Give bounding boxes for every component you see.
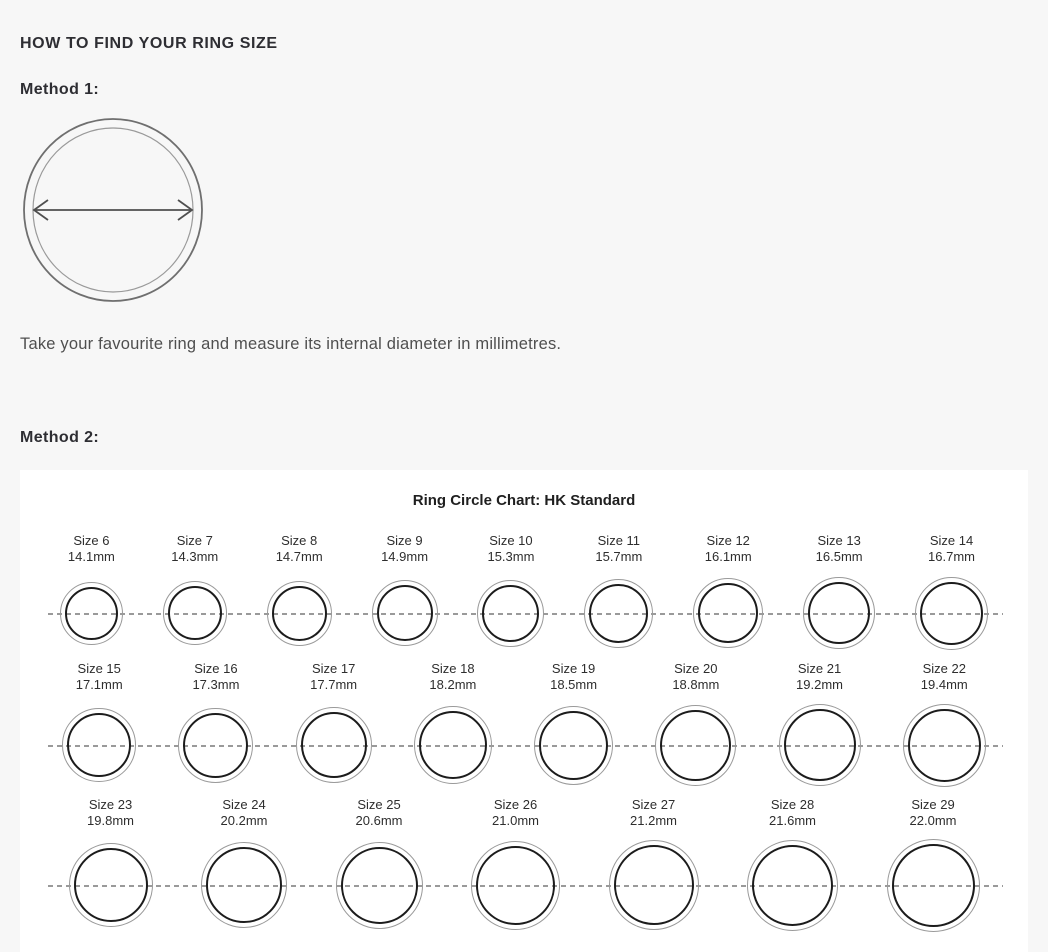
ring-inner-circle <box>908 709 981 782</box>
ring-inner-circle <box>419 711 487 779</box>
ring-size-label: Size 28 <box>770 797 815 812</box>
ring-inner-circle <box>614 845 694 925</box>
ring-size-cell <box>779 661 861 791</box>
ring-circle-area <box>163 571 227 655</box>
ring-size-label: Size 20 <box>674 661 718 676</box>
ring-circle-area <box>903 699 986 791</box>
ring-circle-area <box>60 571 123 655</box>
ring-size-label: Size 16 <box>194 661 238 676</box>
ring-diameter-label: 20.6mm <box>355 813 403 828</box>
ring-circle-area <box>201 835 287 935</box>
ring-size-cell <box>336 797 423 935</box>
ring-diameter-label: 21.6mm <box>769 813 816 828</box>
ring-size-labels <box>87 797 134 829</box>
ring-size-label: Size 17 <box>311 661 356 676</box>
ring-diameter-label: 18.5mm <box>550 677 598 692</box>
ring-size-label: Size 26 <box>493 797 538 812</box>
ring-size-labels <box>921 661 968 693</box>
ring-circle-area <box>887 835 980 935</box>
ring-size-labels <box>68 533 115 565</box>
ring-size-cell <box>655 661 736 791</box>
ring-size-cell <box>903 661 986 791</box>
ring-diameter-label: 15.3mm <box>487 549 535 564</box>
ring-inner-circle <box>482 585 539 642</box>
ring-outer-circle <box>477 580 544 647</box>
ring-size-label: Size 24 <box>222 797 266 812</box>
ring-size-labels <box>76 661 123 693</box>
ring-circle-area <box>779 699 861 791</box>
ring-size-labels <box>816 533 863 565</box>
ring-diameter-label: 16.7mm <box>928 549 975 564</box>
ring-circle-area <box>372 571 438 655</box>
ring-outer-circle <box>60 582 123 645</box>
ring-size-cell <box>693 533 763 655</box>
ring-size-label: Size 13 <box>817 533 861 548</box>
ring-circle-area <box>693 571 763 655</box>
ring-outer-circle <box>903 704 986 787</box>
ring-size-cell <box>178 661 253 791</box>
ring-size-cell <box>414 661 492 791</box>
ring-size-labels <box>356 797 403 829</box>
ring-size-label: Size 12 <box>706 533 750 548</box>
ring-circle-area <box>69 835 153 935</box>
ring-size-labels <box>928 533 975 565</box>
ring-diameter-label: 21.0mm <box>492 813 539 828</box>
ring-size-label: Size 10 <box>489 533 533 548</box>
ring-diameter-label: 16.5mm <box>815 549 863 564</box>
ring-size-label: Size 7 <box>176 533 213 548</box>
ring-inner-circle <box>892 844 975 927</box>
ring-circle-area <box>62 699 136 791</box>
ring-outer-circle <box>693 578 763 648</box>
ring-diameter-label: 17.1mm <box>75 677 123 692</box>
page-title: HOW TO FIND YOUR RING SIZE <box>20 35 278 52</box>
method1-heading: Method 1: <box>20 81 100 98</box>
ring-outer-circle <box>163 581 227 645</box>
ring-circle-area <box>414 699 492 791</box>
ring-size-cell <box>584 533 653 655</box>
ring-size-labels <box>492 797 539 829</box>
ring-diameter-label: 15.7mm <box>595 549 643 564</box>
ring-diameter-label: 16.1mm <box>704 549 752 564</box>
ring-size-labels <box>769 797 816 829</box>
ring-outer-circle <box>69 843 153 927</box>
ring-inner-circle <box>168 586 222 640</box>
ring-size-cell <box>609 797 699 935</box>
method2-heading: Method 2: <box>20 429 100 446</box>
ring-diameter-label: 21.2mm <box>630 813 677 828</box>
ring-outer-circle <box>336 842 423 929</box>
ring-size-label: Size 14 <box>929 533 974 548</box>
ring-circle-area <box>655 699 736 791</box>
ring-circle-area <box>534 699 613 791</box>
ring-size-labels <box>381 533 428 565</box>
ring-inner-circle <box>272 586 327 641</box>
ring-row-2 <box>20 661 1028 791</box>
ring-outer-circle <box>414 706 492 784</box>
ring-size-labels <box>310 661 357 693</box>
ring-row-3 <box>20 797 1028 935</box>
ring-size-labels <box>276 533 323 565</box>
ring-circle-area <box>471 835 560 935</box>
ring-inner-circle <box>660 710 731 781</box>
ring-circle-area <box>747 835 838 935</box>
ring-outer-circle <box>372 580 438 646</box>
ring-size-label: Size 21 <box>797 661 842 676</box>
ring-outer-circle <box>803 577 875 649</box>
ring-circle-area <box>803 571 875 655</box>
ring-chart-panel <box>20 470 1028 952</box>
ring-size-label: Size 9 <box>386 533 423 548</box>
ring-size-label: Size 15 <box>77 661 121 676</box>
ring-inner-circle <box>589 584 648 643</box>
ring-outer-circle <box>779 704 861 786</box>
ring-size-cell <box>69 797 153 935</box>
ring-outer-circle <box>267 581 332 646</box>
ring-size-cell <box>163 533 227 655</box>
ring-diameter-label: 17.7mm <box>310 677 358 692</box>
ring-inner-circle <box>206 847 282 923</box>
ring-size-labels <box>221 797 268 829</box>
ring-outer-circle <box>584 579 653 648</box>
ring-size-labels <box>630 797 677 829</box>
ring-size-label: Size 19 <box>551 661 596 676</box>
ring-outer-circle <box>887 839 980 932</box>
row-cells <box>20 661 1028 791</box>
ring-diameter-label: 14.3mm <box>171 549 219 564</box>
ring-outer-circle <box>747 840 838 931</box>
ring-outer-circle <box>178 708 253 783</box>
ring-size-cell <box>803 533 875 655</box>
ring-size-label: Size 25 <box>357 797 401 812</box>
ring-size-cell <box>60 533 123 655</box>
ring-size-label: Size 18 <box>431 661 475 676</box>
ring-inner-circle <box>183 713 248 778</box>
ring-diameter-diagram-svg <box>22 117 204 303</box>
ring-circle-area <box>336 835 423 935</box>
ring-size-label: Size 8 <box>281 533 318 548</box>
ring-inner-circle <box>752 845 833 926</box>
ring-size-cell <box>471 797 560 935</box>
ring-size-cell <box>372 533 438 655</box>
ring-inner-circle <box>301 712 367 778</box>
ring-size-labels <box>672 661 719 693</box>
ring-inner-circle <box>341 847 418 924</box>
ring-size-labels <box>487 533 534 565</box>
ring-diameter-label: 22.0mm <box>909 813 957 828</box>
ring-size-label: Size 22 <box>922 661 966 676</box>
ring-size-cell <box>477 533 544 655</box>
ring-diameter-label: 18.2mm <box>429 677 477 692</box>
ring-circle-area <box>178 699 253 791</box>
ring-size-label: Size 23 <box>88 797 133 812</box>
ring-size-label: Size 6 <box>73 533 110 548</box>
ring-inner-circle <box>65 587 118 640</box>
ring-outer-circle <box>915 577 988 650</box>
method1-caption: Take your favourite ring and measure its internal diameter in millimetres. <box>20 335 562 353</box>
ring-size-labels <box>705 533 752 565</box>
ring-circle-area <box>584 571 653 655</box>
ring-size-cell <box>747 797 838 935</box>
ring-diameter-label: 14.1mm <box>67 549 115 564</box>
ring-size-labels <box>171 533 218 565</box>
ring-size-labels <box>796 661 843 693</box>
ring-diameter-label: 18.8mm <box>672 677 720 692</box>
ring-circle-area <box>477 571 544 655</box>
ring-outer-circle <box>471 841 560 930</box>
ring-diameter-diagram <box>22 117 204 303</box>
ring-size-label: Size 11 <box>597 533 641 548</box>
ring-size-cell <box>296 661 372 791</box>
ring-diameter-label: 14.9mm <box>381 549 429 564</box>
ring-outer-circle <box>534 706 613 785</box>
ring-outer-circle <box>609 840 699 930</box>
ring-diameter-label: 19.2mm <box>796 677 844 692</box>
ring-circle-area <box>296 699 372 791</box>
ring-outer-circle <box>201 842 287 928</box>
ring-outer-circle <box>655 705 736 786</box>
ring-inner-circle <box>539 711 608 780</box>
ring-size-label: Size 27 <box>631 797 676 812</box>
ring-row-1 <box>20 533 1028 655</box>
ring-inner-circle <box>74 848 148 922</box>
ring-diameter-label: 19.8mm <box>87 813 134 828</box>
ring-circle-area <box>609 835 699 935</box>
ring-circle-area <box>267 571 332 655</box>
ring-size-labels <box>429 661 476 693</box>
ring-outer-circle <box>62 708 136 782</box>
row-cells <box>20 533 1028 655</box>
ring-size-cell <box>62 661 136 791</box>
ring-diameter-label: 20.2mm <box>220 813 268 828</box>
ring-diameter-label: 14.7mm <box>275 549 323 564</box>
ring-size-labels <box>550 661 597 693</box>
ring-diameter-label: 19.4mm <box>920 677 968 692</box>
ring-size-cell <box>534 661 613 791</box>
ring-size-label: Size 29 <box>911 797 955 812</box>
ring-outer-circle <box>296 707 372 783</box>
chart-title: Ring Circle Chart: HK Standard <box>412 492 636 509</box>
ring-inner-circle <box>784 709 856 781</box>
ring-inner-circle <box>476 846 555 925</box>
ring-size-labels <box>595 533 642 565</box>
row-cells <box>20 797 1028 935</box>
ring-size-cell <box>887 797 980 935</box>
ring-inner-circle <box>808 582 870 644</box>
ring-inner-circle <box>377 585 433 641</box>
ring-size-cell <box>201 797 287 935</box>
ring-inner-circle <box>698 583 758 643</box>
ring-size-cell <box>915 533 988 655</box>
ring-inner-circle <box>67 713 131 777</box>
ring-diameter-label: 17.3mm <box>192 677 240 692</box>
ring-size-labels <box>192 661 239 693</box>
ring-size-cell <box>267 533 332 655</box>
ring-inner-circle <box>920 582 983 645</box>
ring-circle-area <box>915 571 988 655</box>
ring-size-labels <box>910 797 957 829</box>
